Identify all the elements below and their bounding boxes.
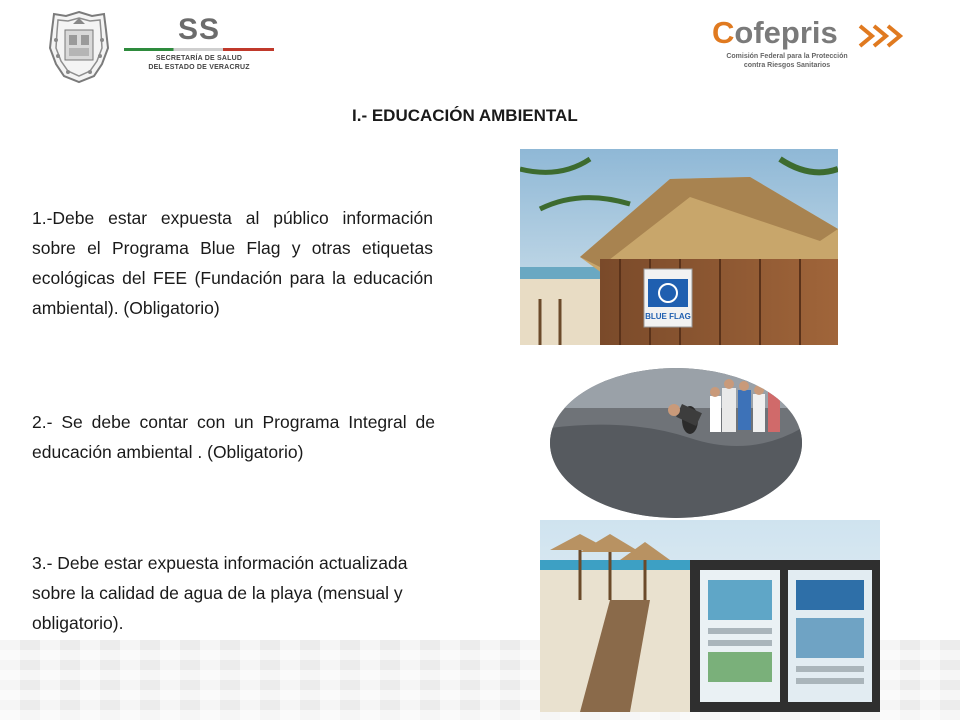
- ss-logo-text: SS: [177, 13, 221, 46]
- beach-info-boards-photo: [540, 520, 880, 712]
- requirement-1-text: 1.-Debe estar expuesta al público información sobre el Programa Blue Flag y otras etiquetas ecológicas del FEE (Fundación para la educación ambiental). (Obligatorio): [32, 208, 433, 318]
- cofepris-subtitle-1: Comisión Federal para la Protección: [726, 53, 848, 60]
- blue-flag-hut-photo: [520, 149, 838, 345]
- requirement-3-text: 3.- Debe estar expuesta información actualizada sobre la calidad de agua de la playa (mensual y obligatorio).: [32, 553, 408, 633]
- requirement-2-text: 2.- Se debe contar con un Programa Integral de educación ambiental . (Obligatorio): [32, 412, 435, 462]
- veracruz-seal-logo: [48, 10, 110, 84]
- cofepris-logo: [712, 16, 912, 90]
- ss-logo: [124, 14, 274, 84]
- ss-logo-subtitle-1: SECRETARÍA DE SALUD: [155, 55, 243, 62]
- cofepris-arrows-icon: [858, 24, 906, 48]
- slide-title: I.- EDUCACIÓN AMBIENTAL: [352, 106, 578, 125]
- cofepris-wordmark: Cofepris: [712, 15, 838, 50]
- ss-logo-stripe: [124, 48, 274, 51]
- blue-flag-sign-text: BLUE FLAG: [645, 312, 691, 321]
- beach-cleanup-photo: [550, 368, 802, 518]
- cofepris-wordmark-initial: C: [712, 15, 735, 50]
- ss-logo-subtitle-2: DEL ESTADO DE VERACRUZ: [148, 64, 250, 71]
- cofepris-subtitle-2: contra Riesgos Sanitarios: [743, 62, 831, 69]
